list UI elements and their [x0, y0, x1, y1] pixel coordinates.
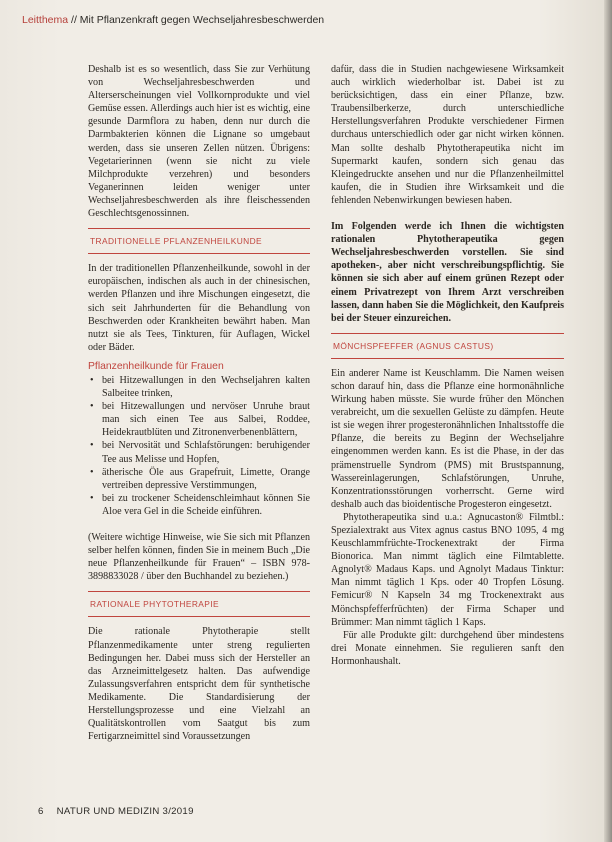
continuation-paragraph: dafür, dass die in Studien nachgewiesene Wirksamkeit auch wirklich wiederholbar ist. Dabei ist zu berücksichtigen, dass ein einer Pflanze, bzw. Traubensilberkerze, durch unterschiedliche Herstellungsverfahren Produkte verschiedener Firmen durchaus unterschiedlich oder gar nicht wirken können. Man sollte deshalb Phytotherapeutika nicht im Supermarkt kaufen, sondern sich genau das Kleingedruckte ansehen und nur die Pflanzenheilmittel kaufen, die in Studien ihre Wirksamkeit und die fehlenden Nebenwirkungen bewiesen haben. — [331, 64, 564, 206]
book-note: (Weitere wichtige Hinweise, wie Sie sich mit Pflanzen selber helfen können, finden Sie in meinem Buch „Die neue Pflanzenheilkunde für Frauen“ – ISBN 978-3898833028 / über den Buchhandel zu beziehen.) — [88, 532, 310, 583]
spacer — [88, 518, 310, 531]
section-heading-traditional: TRADITIONELLE PFLANZENHEILKUNDE — [88, 228, 310, 254]
list-item: • bei zu trockener Scheidenschleimhaut können Sie Aloe vera Gel in die Scheide einführen. — [102, 492, 310, 518]
monks-pepper-paragraph-3: Für alle Produkte gilt: durchgehend über mindestens drei Monate einnehmen. Sie regulieren sanft den Hormonhaushalt. — [331, 629, 564, 667]
page-number: 6 — [38, 806, 44, 817]
monks-pepper-paragraph-2: Phytotherapeutika sind u.a.: Agnucaston® Filmtbl.: Spezialextrakt aus Vitex agnus castus BNO 1095, 4 mg Keuschlammfrüchte-Trockenextrakt der Firma Bionorica. Man nimmt täglich eine Filmtablette. Agnolyt® Madaus Kaps. und Agnolyt Madaus Tinktur: Man nimmt täglich 1 Kps. oder 40 Tropfen Lösung. Femicur® N Kapseln 34 mg Trockenextrakt aus Mönchspfefferfrüchten) der Firma Schaper und Brümmer: Man nimmt täglich 1 Kaps. — [331, 511, 564, 628]
rational-paragraph: Die rationale Phytotherapie stellt Pflanzenmedikamente unter streng regulierten Bedingungen her. Dabei muss sich der Hersteller an das Arzneimittelgesetz halten. Das aufwendige Zulassungsverfahren entspricht dem für synthetische Medikamente. Die Standardisierung der Herstellungsprozesse und eine Vielzahl an Qualitätskontrollen vom Saatgut bis zum Fertigarzneimittel sind Voraussetzungen — [88, 626, 310, 743]
page-footer — [38, 806, 194, 817]
traditional-paragraph: In der traditionellen Pflanzenheilkunde, sowohl in der europäischen, indischen als auch in der chinesischen, werden Pflanzen und ihre Mischungen eingesetzt, die sich seit Jahrhunderten für die Behandlung von Beschwerden oder Krankheiten bewährt haben. Man nutzt sie als Tees, Tinkturen, für Auflagen, Wickel oder Bäder. — [88, 263, 310, 353]
list-item: • ätherische Öle aus Grapefruit, Limette, Orange vertreiben depressive Verstimmungen, — [102, 466, 310, 492]
section-heading-rational: RATIONALE PHYTOTHERAPIE — [88, 591, 310, 617]
section-heading-monks-pepper: MÖNCHSPFEFFER (AGNUS CASTUS) — [331, 333, 564, 359]
intro-paragraph: Deshalb ist es so wesentlich, dass Sie zur Verhütung von Wechseljahresbeschwerden und Alterserscheinungen viel Vollkornprodukte und viel Gemüse essen. Allerdings auch hier ist es wichtig, eine gesunde Darmflora zu haben, denn nur durch die Darmbakterien können die Lignane so umgebaut werden, dass sie unseren Zellen nützen. Übrigens: Vegetarierinnen (wenn sie nicht zu viele Milchprodukte verzehren) und besonders Veganerinnen leiden weniger unter Wechseljahresbeschwerden als ihre fleischessenden Geschlechtsgenossinnen. — [88, 64, 311, 220]
list-item: • bei Nervosität und Schlafstörungen: beruhigender Tee aus Melisse und Hopfen, — [102, 439, 310, 465]
right-column — [331, 63, 564, 668]
highlight-paragraph: Im Folgenden werde ich Ihnen die wichtigsten rationalen Phytotherapeutika gegen Wechseljahresbeschwerden vorstellen. Sie sind apotheken-, aber nicht verschreibungspflichtig. Sie können sie sich aber auf einem grünen Rezept oder einem Privatrezept von Ihrem Arzt verschreiben lassen, dann haben Sie die Möglichkeit, den Kaufpreis bei der Steuer einzureichen. — [331, 221, 564, 324]
women-herbs-subheading: Pflanzenheilkunde für Frauen — [88, 360, 224, 372]
women-herbs-list — [88, 374, 310, 518]
page-edge-shadow — [604, 0, 612, 842]
running-header — [22, 14, 562, 26]
header-title: // Mit Pflanzenkraft gegen Wechseljahresbeschwerden — [68, 14, 325, 26]
spacer — [331, 207, 564, 220]
monks-pepper-paragraph-1: Ein anderer Name ist Keuschlamm. Die Namen weisen schon darauf hin, dass die Pflanze eine hormonähnliche Wirkung haben müsste. Sie wurde früher den Mönchen verabreicht, um die sexuellen Gelüste zu dämpfen. Heute ist sie wegen ihrer progesteronähnlichen Inhaltsstoffe die Pflanze, die bereits zu Beginn der Wechseljahre eingenommen werden kann. Es ist die Phase, in der das prämenstruelle Syndrom (PMS) mit Brustspannung, Wassereinlagerungen, Schlafstörungen, Unruhe, Konzentrationsstörungen vorherrscht. Gerne wird deshalb auch das bioidentische Progesteron eingesetzt. — [331, 367, 564, 510]
list-item: • bei Hitzewallungen und nervöser Unruhe braut man sich einen Tee aus Salbei, Roddee, Heidekrautblüten und Zitronenverbenenblättern, — [102, 400, 310, 439]
left-column — [88, 63, 310, 743]
list-item: • bei Hitzewallungen in den Wechseljahren kalten Salbeitee trinken, — [102, 374, 310, 400]
magazine-title: NATUR UND MEDIZIN 3/2019 — [56, 806, 194, 817]
header-topic: Leitthema — [22, 14, 69, 26]
